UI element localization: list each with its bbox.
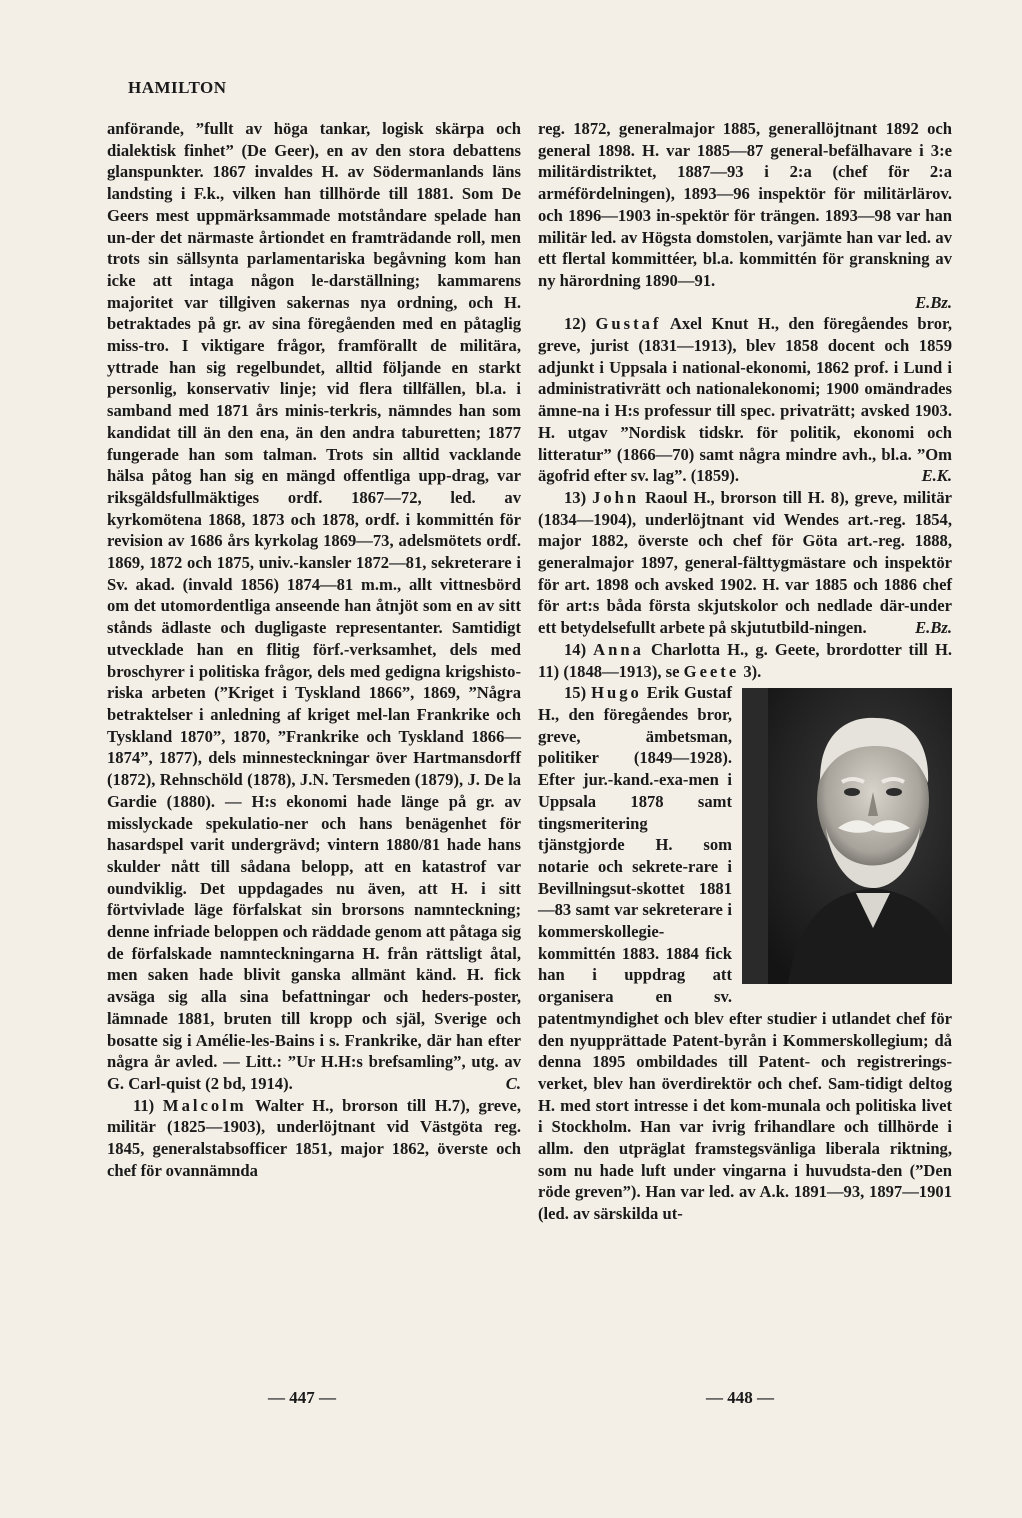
entry-text: Charlotta H., g. Geete, brordotter till H. 11) (1848—1913), se — [538, 639, 952, 681]
author-signature: E.Bz. — [915, 618, 952, 638]
entry-13 — [538, 487, 952, 639]
entry-name: Anna — [593, 639, 644, 659]
author-signature: E.Bz. — [915, 292, 952, 312]
entry-12 — [538, 313, 952, 487]
entry-number: 14) — [564, 639, 587, 659]
paragraph-continuation — [538, 118, 952, 292]
entry-name: Malcolm — [162, 1095, 247, 1115]
running-head: HAMILTON — [128, 78, 227, 97]
entry-text: Walter H., brorson till H.7), greve, militär (1825—1903), underlöjtnant vid Västgöta reg. 1845, generalstabsofficer 1851, major 1862, överste och chef för ovannämnda — [107, 1095, 521, 1180]
portrait-illustration — [768, 688, 952, 984]
entry-number: 13) — [564, 487, 587, 507]
entry-14 — [538, 639, 952, 682]
left-column — [107, 118, 521, 1181]
entry-text: Raoul H., brorson till H. 8), greve, militär (1834—1904), underlöjtnant vid Wendes art.-reg. 1854, major 1882, överste och chef för Göta art.-reg. 1888, generalmajor 1897, general-fälttygmästare och inspektör för art. 1898 och avsked 1902. H. var 1885 och 1886 chef för art:s båda första skjutskolor och nedlade där-under ett betydelsefullt arbete på skjututbild-ningen. — [538, 487, 952, 638]
page-number-left: — 447 — — [268, 1388, 336, 1407]
entry-11 — [107, 1095, 521, 1182]
page-number-right: — 448 — — [706, 1388, 774, 1407]
author-signature: C. — [505, 1073, 521, 1093]
right-column — [538, 118, 952, 1225]
entry-name: Gustaf — [595, 314, 662, 334]
entry-text: Axel Knut H., den föregåendes bror, greve, jurist (1831—1913), blev 1858 docent och 1859 adjunkt i Uppsala i national-ekonomi, 1862 prof. i Lund i administrativrätt och nationalekonomi; 1900 omändrades ämne-na i H:s professur till spec. privaträtt; avsked 1903. H. utgav ”Nordisk tidskr. för politik, ekonomi och litteratur” (1866—70) samt några mindre avh., bl.a. ”Om ägofrid efter sv. lag”. (1859). — [538, 314, 952, 486]
entry-number: 11) — [133, 1095, 155, 1115]
entry-number: 12) — [564, 314, 587, 334]
author-signature: E.K. — [921, 466, 952, 486]
cross-reference-name: Geete — [683, 661, 740, 681]
portrait-photo — [742, 688, 952, 984]
entry-number: 15) — [564, 683, 587, 703]
paragraph-continuation — [107, 118, 521, 1095]
paragraph-text: reg. 1872, generalmajor 1885, generallöjtnant 1892 och general 1898. H. var 1885—87 general-befälhavare i 3:e militärdistriktet, 1887—93 i 2:a (chef för 2:a arméfördelningen), 1893—96 inspektör för militärlärov. och 1896—1903 in-spektör för trängen. 1893—98 var han militär led. av Högsta domstolen, varjämte han var led. av ett flertal kommittéer, bl.a. kommittén för granskning av ny härordning 1890—91. — [538, 119, 952, 290]
entry-name: Hugo — [591, 683, 642, 703]
entry-name: John — [592, 487, 640, 507]
entry-text: Erik Gustaf H., den föregåendes bror, greve, ämbetsman, politiker (1849—1928). Efter jur.-kand.-exa-men i Uppsala 1878 samt tingsmeritering tjänstgjorde H. som notarie och sekrete-rare i Bevillningsut-skottet 1881—83 samt var sekreterare i kommerskollegie-kommittén 1883. 1884 fick han i uppdrag att organisera en sv. patentmyndighet och blev efter studier i utlandet chef för den nyupprättade Patent-byrån i Kommerskollegium; då denna 1895 ombildades till Patent- och registrerings-verket, blev han överdirektör och chef. Sam-tidigt deltog H. med stort intresse i det kom-munala och politiska livet i Stockholm. Han var ivrig frihandlare och tillhörde i allm. den utpräglat framstegsvänliga liberala riktning, som nu hade luft under vingarna i huvudsta-den (”Den röde greven”). Han var led. av A.k. 1891—93, 1897—1901 (led. av särskilda ut- — [538, 683, 952, 1224]
paragraph-text: anförande, ”fullt av höga tankar, logisk skärpa och dialektisk finhet” (De Geer), en av den stora debattens glanspunkter. 1867 invaldes H. av Södermanlands läns landsting i F.k., vilken han tillhörde till 1881. Som De Geers mest uppmärksammade motståndare spelade han un-der det närmaste årtiondet en framträdande roll, men trots sin sällsynta parlamentariska begåvning kom han icke att intaga någon le-darställning; kammarens majoritet var tillgiven sakernas nya ordning, och H. betraktades på gr. av sina föregåenden med en påtaglig miss-tro. I viktigare frågor, framförallt de militära, yttrade han sig regelbundet, alltid följande en starkt personlig, konservativ linje; vid flera tillfällen, bl.a. i samband med 1871 års minis-terkris, nämndes han som kandidat till än den ena, än den andra taburetten; 1877 fungerade han som talman. Trots sin alltid vacklande hälsa påtog han sig en mängd offentliga upp-drag, var riksgäldsfullmäktiges ordf. 1867—72, led. av kyrkomötena 1868, 1873 och 1878, ordf. i kommittén för revision av 1686 års kyrkolag 1869—73, adelsmötets ordf. 1869, 1872 och 1875, univ.-kansler 1872—81, sekreterare i Sv. akad. (invald 1856) 1874—81 m.m., allt vittnesbörd om det utomordentliga anseende han åtnjöt som en av sitt stånds ädlaste och dugligaste representanter. Samtidigt utvecklade han en flitig förf.-verksamhet, dels med broschyrer i politiska frågor, dels med gedigna krigshisto-riska arbeten (”Kriget i Tyskland 1866”, 1869, ”Några betraktelser i anledning af kriget mel-lan Frankrike och Tyskland 1870”, 1870, ”Frankrike och Tyskland 1866—1874”, 1877), dels minnesteckningar över Hartmansdorff (1872), Rehnschöld (1878), J.N. Tersmeden (1879), J. De la Gardie (1880). — H:s ekonomi hade länge på gr. av misslyckade spekulatio-ner och hans benägenhet för hasardspel varit undergrävd; vintern 1880/81 hade hans skulder nått till sådana belopp, att en katastrof var oundviklig. Det uppdagades nu även, att H. i sitt förtvivlade läge förfalskat sin brorsons namnteckning; denne infriade beloppen och räddade genom att påtaga sig de förfalskade namnteckningarna H. från rättsligt åtal, men saken hade blivit ganska allmänt känd. H. fick avsäga sig alla sina befattningar och heders-poster, lämnade 1881, bruten till kropp och själ, Sverige och bosatte sig i Amélie-les-Bains i s. Frankrike, där han efter några år avled. — Litt.: ”Ur H.H:s brefsamling”, utg. av G. Carl-quist (2 bd, 1914). — [107, 119, 521, 1093]
entry-15 — [538, 682, 952, 1225]
cross-reference-number: 3). — [743, 661, 762, 681]
